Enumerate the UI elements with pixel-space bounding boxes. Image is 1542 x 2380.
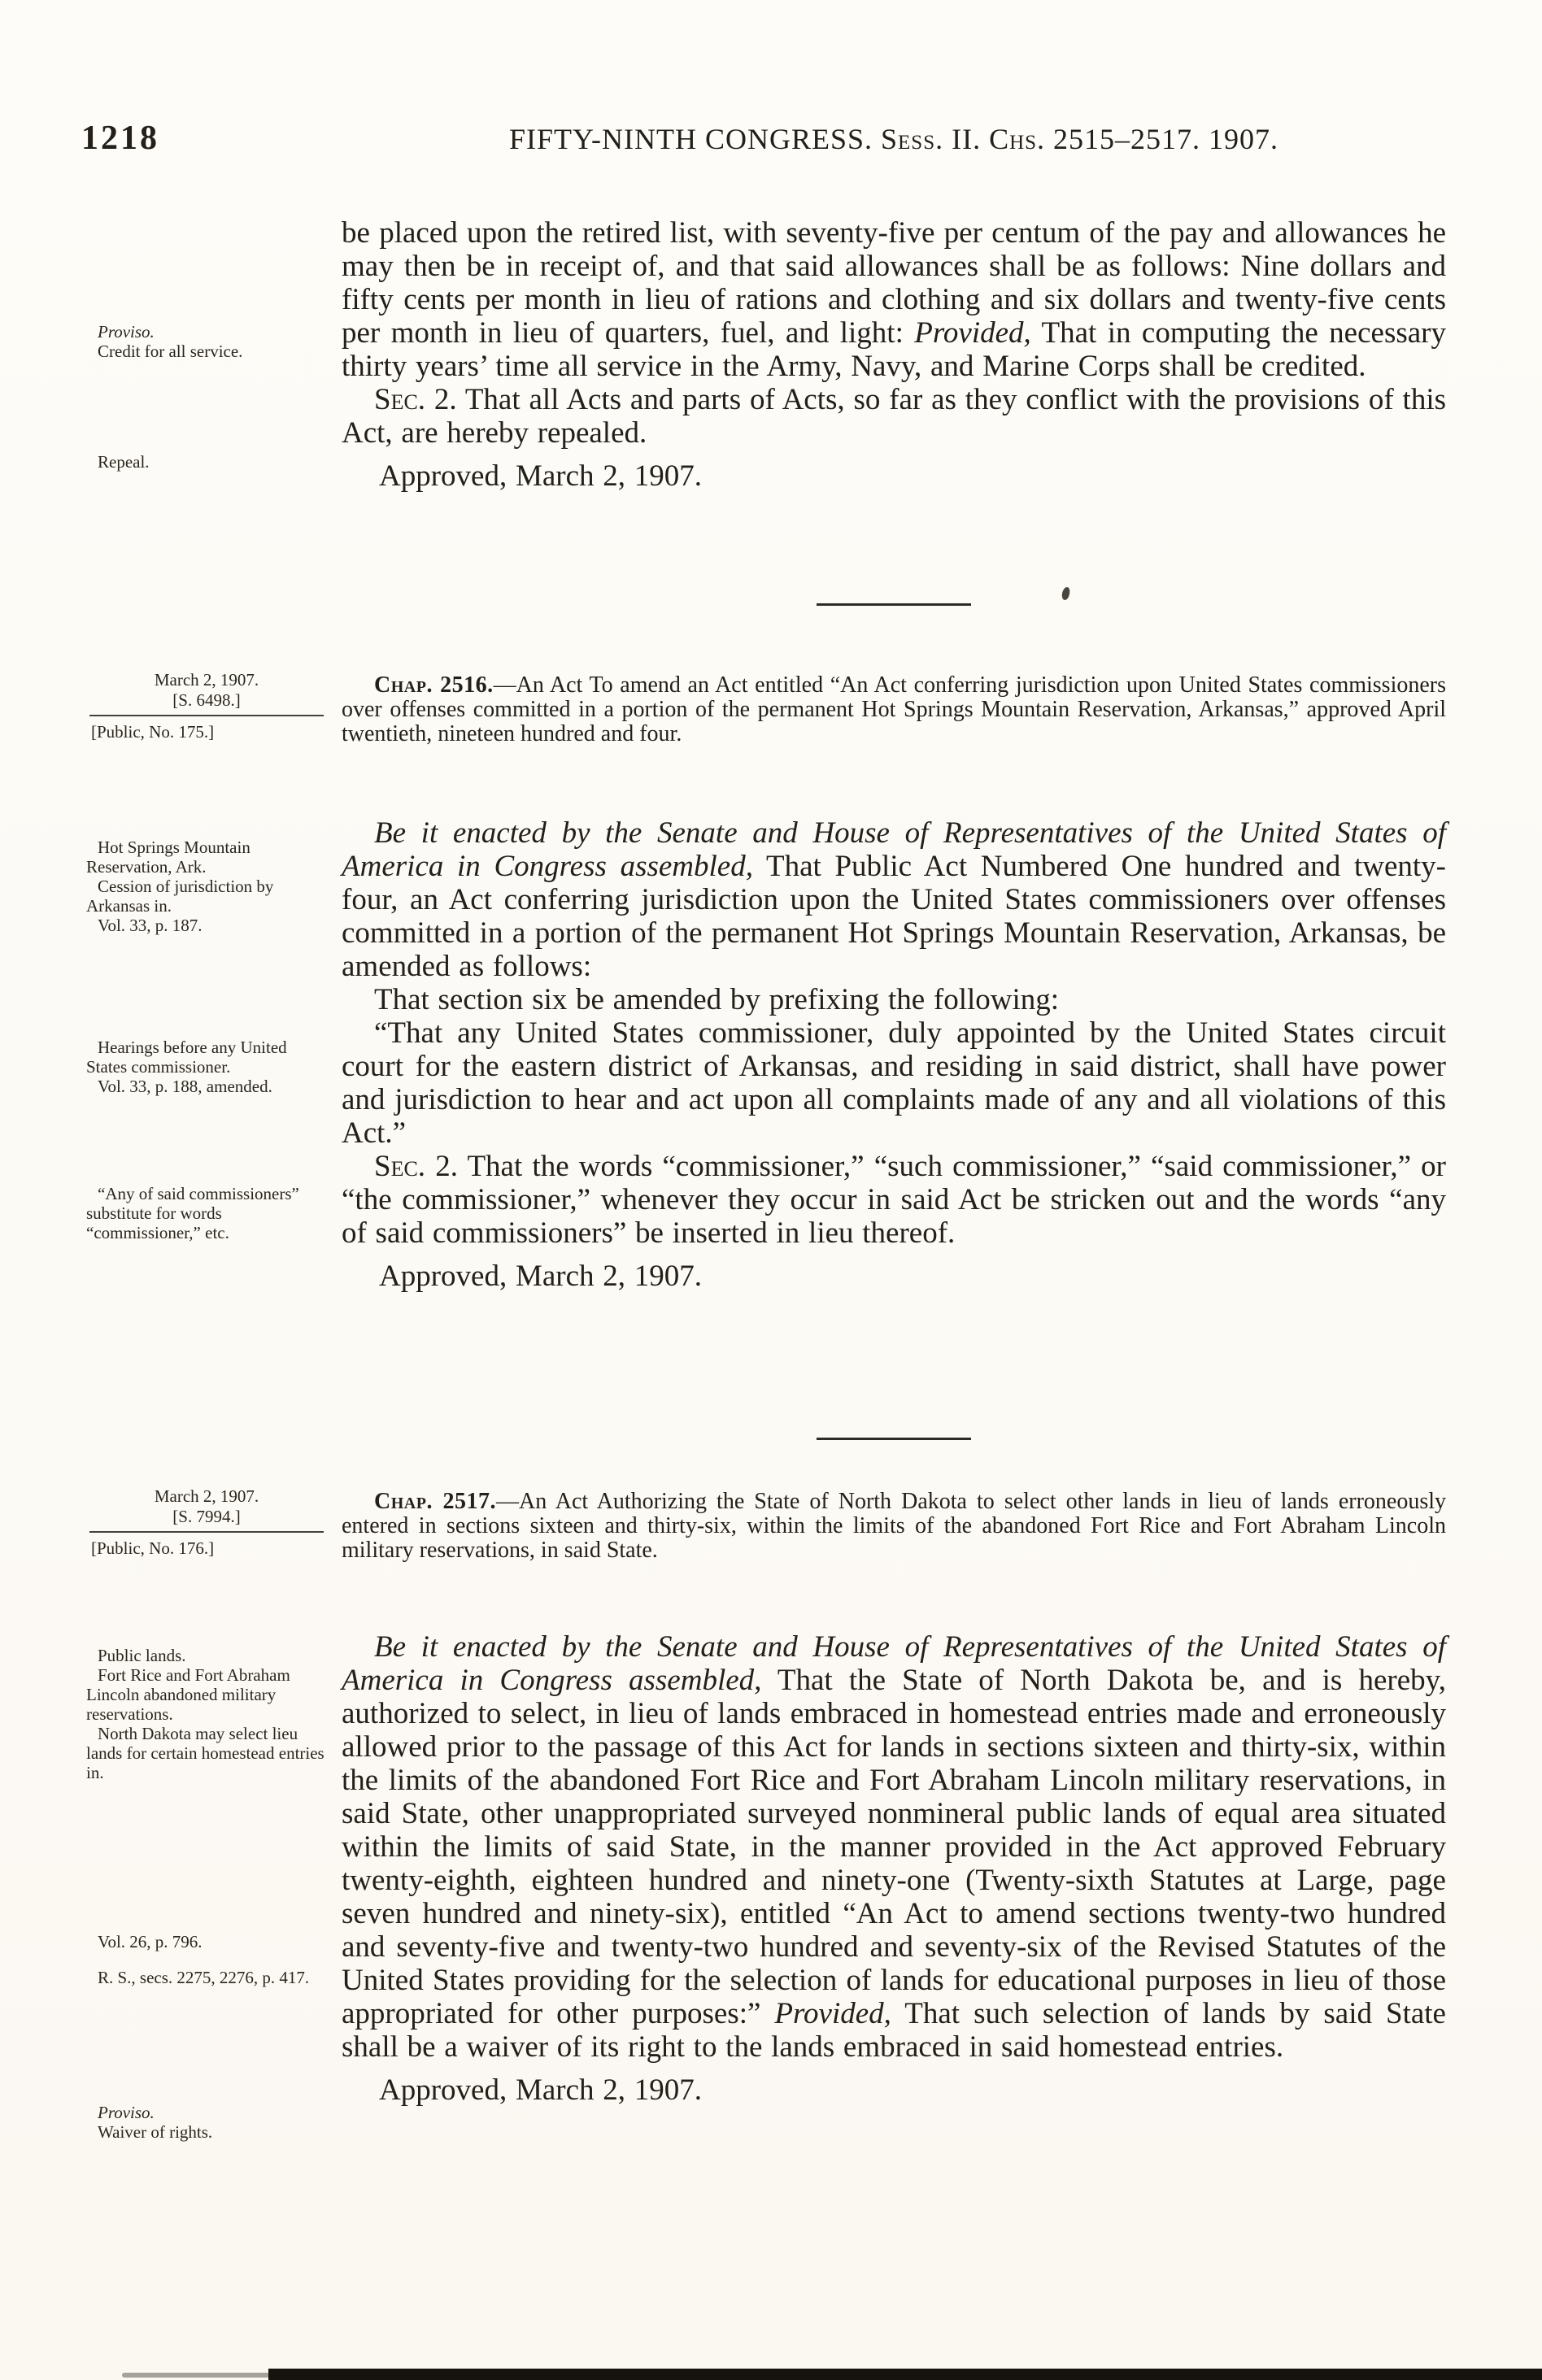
public-law-number: [Public, No. 176.] xyxy=(91,1538,215,1558)
margin-note-hearings: Hearings before any United States commissioner. Vol. 33, p. 188, amended. xyxy=(86,1038,287,1096)
sidenote-date-2516 xyxy=(86,670,327,742)
sidenote-rule xyxy=(89,1531,324,1533)
public-law-number: [Public, No. 175.] xyxy=(91,722,215,742)
act-date: March 2, 1907. xyxy=(154,670,259,690)
enacting-clause: Be it enacted by the Senate and House of Representatives of the United States of America in Congress assembled, That the State of North Dakota be, and is hereby, authorized to select, in lieu of lands embraced in homestead entries made and erroneously allowed prior to the passage of this Act for lands in sections sixteen and thirty-six, within the limits of the abandoned Fort Rice and Fort Abraham Lincoln military reservations, in said State, other unappropriated surveyed nonmineral public lands of equal area situated within the limits of said State, in the manner provided in the Act approved February twenty-eighth, eighteen hundred and ninety-one (Twenty-sixth Statutes at Large, page seven hundred and ninety-six), entitled “An Act to amend sections twenty-two hundred and seventy-five and twenty-two hundred and seventy-six of the Revised Statutes of the United States providing for the selection of lands for educational purposes in lieu of those appropriated for other purposes:” Provided, That such selection of lands by said State shall be a waiver of its right to the lands embraced in said homestead entries. xyxy=(342,1630,1446,2064)
enacting-clause: Be it enacted by the Senate and House of Representatives of the United States of America in Congress assembled, That Public Act Numbered One hundred and twenty-four, an Act conferring jurisdiction upon the United States commissioners over offenses committed in a portion of the permanent Hot Springs Mountain Reservation, Arkansas, be amended as follows: xyxy=(342,816,1446,983)
margin-note-substitute: “Any of said commissioners” substitute for words “commissioner,” etc. xyxy=(86,1184,299,1242)
body-paragraph: be placed upon the retired list, with seventy-five per centum of the pay and allowances he may then be in receipt of, and that said allowances shall be as follows: Nine dollars and fifty cents per month in lieu of rations and clothing and six dollars and twenty-five cents per month in lieu of quarters, fuel, and light: Provided, That in computing the necessary thirty years’ time all service in the Army, Navy, and Marine Corps shall be credited. xyxy=(342,216,1446,383)
margin-note-rs-secs: R. S., secs. 2275, 2276, p. 417. xyxy=(98,1968,310,1987)
act-date: March 2, 1907. xyxy=(154,1486,259,1506)
body-paragraph-sec2: Sec. 2. That all Acts and parts of Acts, so far as they conflict with the provisions of this Act, are hereby repealed. xyxy=(342,383,1446,450)
section-divider xyxy=(817,603,971,606)
sidenote-date-2517 xyxy=(86,1486,327,1559)
statute-2516-body xyxy=(342,816,1446,1293)
approval-line: Approved, March 2, 1907. xyxy=(379,459,702,493)
statute-2517-body xyxy=(342,1630,1446,2107)
scan-edge-artifact xyxy=(268,2369,1542,2380)
approval-line: Approved, March 2, 1907. xyxy=(379,1260,702,1293)
statute-2517 xyxy=(342,1489,1447,2107)
senate-bill-number: [S. 6498.] xyxy=(172,690,241,710)
margin-note-public-lands: Public lands. Fort Rice and Fort Abraham Lincoln abandoned military reservations. North Dakota may select lieu lands for certain homestead entries in. xyxy=(86,1646,325,1782)
approval-line: Approved, March 2, 1907. xyxy=(379,2073,702,2107)
senate-bill-number: [S. 7994.] xyxy=(172,1507,241,1526)
statute-2516 xyxy=(342,672,1447,1293)
margin-note-proviso-credit: Proviso. Credit for all service. xyxy=(98,322,243,361)
section-divider xyxy=(817,1438,971,1440)
body-paragraph-sec2: Sec. 2. That the words “commissioner,” “such commissioner,” “said commissioner,” or “the commissioner,” whenever they occur in said Act be stricken out and the words “any of said commissioners” be inserted in lieu thereof. xyxy=(342,1150,1446,1250)
sidenote-rule xyxy=(89,715,324,716)
chapter-2516-heading: Chap. 2516.—An Act To amend an Act entitled “An Act conferring jurisdiction upon United States commissioners over offenses committed in a portion of the permanent Hot Springs Mountain Reservation, Arkansas,” approved April twentieth, nineteen hundred and four. xyxy=(342,672,1447,746)
ink-speck xyxy=(1061,586,1070,600)
running-head: FIFTY-NINTH CONGRESS. Sess. II. Chs. 2515–2517. 1907. xyxy=(508,123,1279,155)
statute-2515-continuation xyxy=(342,216,1446,493)
chapter-2517-heading: Chap. 2517.—An Act Authorizing the State of North Dakota to select other lands in lieu of lands erroneously entered in sections sixteen and thirty-six, within the limits of the abandoned Fort Rice and Fort Abraham Lincoln military reservations, in said State. xyxy=(342,1489,1447,1563)
body-paragraph-quote: “That any United States commissioner, duly appointed by the United States circuit court for the eastern district of Arkansas, and residing in said district, shall have power and jurisdiction to hear and act upon all complaints made of any and all violations of this Act.” xyxy=(342,1016,1446,1150)
margin-note-proviso-waiver: Proviso. Waiver of rights. xyxy=(98,2103,213,2142)
margin-note-vol-26: Vol. 26, p. 796. xyxy=(98,1932,203,1951)
margin-note-repeal: Repeal. xyxy=(98,452,150,472)
scan-edge-artifact xyxy=(122,2373,272,2378)
margin-note-hot-springs: Hot Springs Mountain Reservation, Ark. Cession of jurisdiction by Arkansas in. Vol. 33, p. 187. xyxy=(86,838,274,935)
body-paragraph: That section six be amended by prefixing the following: xyxy=(374,983,1060,1016)
page-number: 1218 xyxy=(81,120,159,157)
